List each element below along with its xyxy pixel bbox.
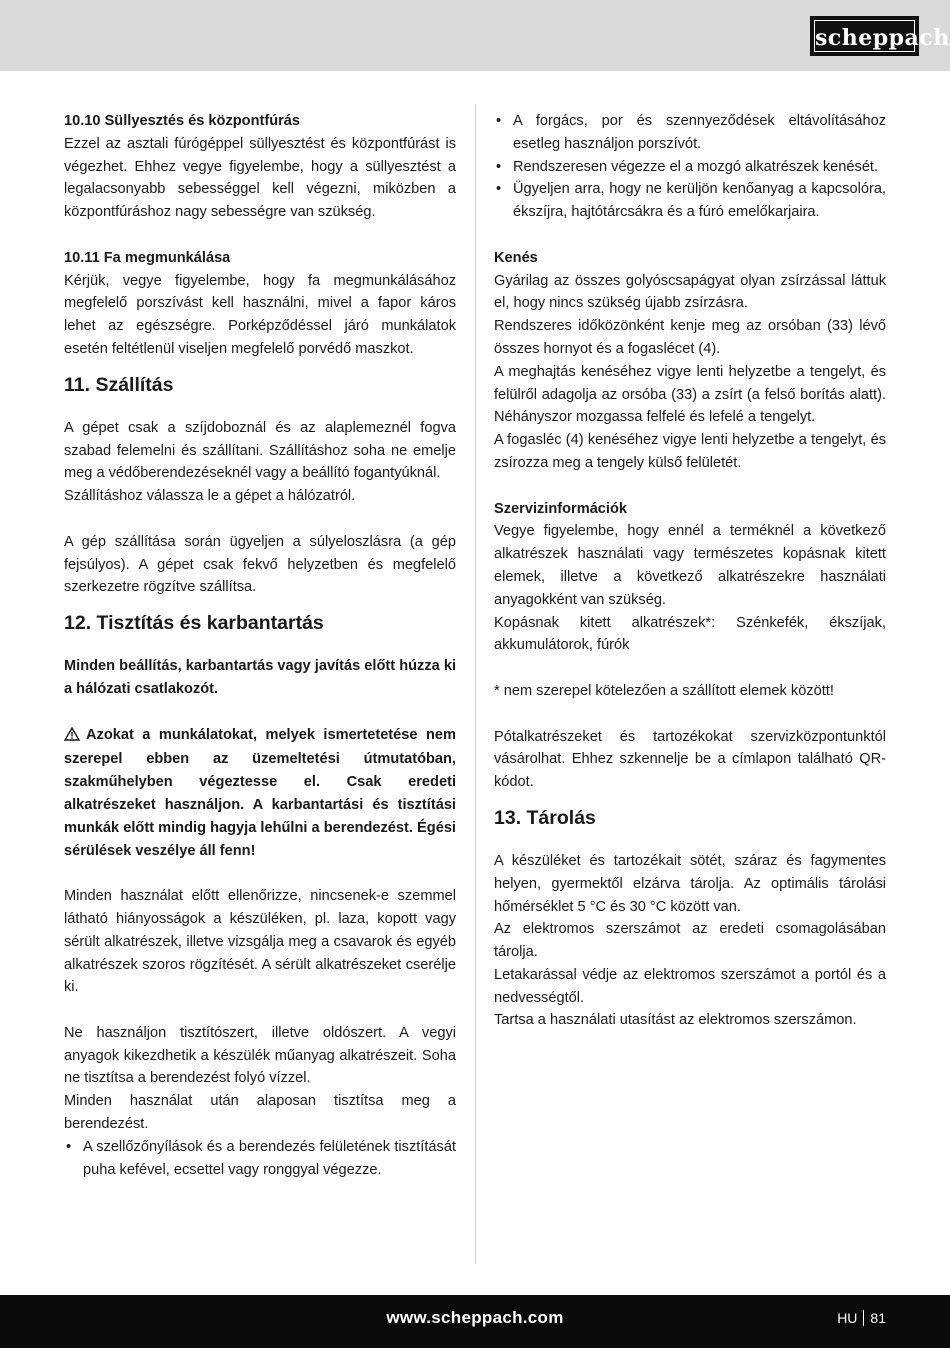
lubrication-para-1: Gyárilag az összes golyóscsapágyat olyan zsírzással láttuk el, hogy nincs szükség újabb zsírzásra.	[494, 272, 886, 312]
cleaning-bullets	[494, 110, 886, 224]
logo-text: scheppach	[814, 20, 915, 52]
warning-triangle-icon	[64, 726, 80, 749]
section-12-heading: 12. Tisztítás és karbantartás	[64, 612, 324, 635]
language-code: HU	[837, 1310, 858, 1326]
section-13-para-1: A készüléket és tartozékait sötét, száraz és fagymentes helyen, gyermektől elzárva tárolja. Az optimális tárolási hőmérséklet 5 °C és 30 °C között van.	[494, 852, 886, 915]
lubrication-para-4: A fogasléc (4) kenéséhez vigye lenti helyzetbe a tengelyt, és zsírozza meg a tengely külső felületét.	[494, 432, 886, 471]
list-item: • Rendszeresen végezze el a mozgó alkatrészek kenését.	[496, 158, 879, 175]
list-item: • A forgács, por és szennyeződések eltávolításához esetleg használjon porszívót.	[496, 113, 886, 152]
warning-text: Azokat a munkálatokat, melyek ismertetetése nem szerepel ebben az üzemeltetési útmutatóban, szakműhelyben végeztesse el. Csak eredeti alkatrészeket használjon. A karbantartási és tisztítási munkák előtt mindig hagyja lehűlni a berendezést. Égési sérülések veszélye áll fenn!	[64, 726, 456, 859]
service-info-para-1: Vegye figyelembe, hogy ennél a terméknél a következő alkatrészek használati vagy természetes kopásnak kitett elemek, illetve a következő alkatrészekre használati anyagokként van szükség.	[494, 523, 886, 608]
service-info-title: Szervizinformációk	[494, 500, 628, 517]
header-bar	[0, 0, 950, 71]
section-13-para-2: Az elektromos szerszámot az eredeti csomagolásában tárolja.	[494, 921, 886, 961]
section-10-10-title: 10.10 Süllyesztés és központfúrás	[64, 113, 301, 129]
section-13-para-3: Letakarással védje az elektromos szerszámot a portól és a nedvességtől.	[494, 966, 886, 1006]
service-info-para-2: Kopásnak kitett alkatrészek*: Szénkefék, ékszíjak, akkumulátorok, fúrók	[494, 614, 886, 654]
list-item: • Ügyeljen arra, hogy ne kerüljön kenőanyag a kapcsolóra, ékszíjra, hajtótárcsákra és a fúró emelőkarjaira.	[496, 181, 886, 221]
section-10-11-text: Kérjük, vegye figyelembe, hogy fa megmunkálásához megfelelő porszívást kell használni, mivel a fapor káros lehet az egészségre. Porképződéssel járó munkálatok esetén feltétlenül viseljen megfelelő porvédő maszkot.	[64, 272, 456, 357]
section-12-para-3: Minden használat után alaposan tisztítsa meg a berendezést.	[64, 1093, 456, 1133]
section-11-para-2: Szállításhoz válassza le a gépet a hálózatról.	[64, 488, 356, 505]
footer-bar	[0, 1295, 950, 1348]
service-info-para-3: Pótalkatrészeket és tartozékokat szervizközpontunktól vásárolhat. Ehhez szkennelje be a címlapon található QR-kódot.	[494, 728, 886, 791]
section-12-para-1: Minden használat előtt ellenőrizze, nincsenek-e szemmel látható hiányosságok a készüléken, pl. laza, kopott vagy sérült alkatrészek, illetve vizsgálja meg a csavarok és egyéb alkatrészek szoros rögzítését. A sérült alkatrészeket cserélje ki.	[64, 888, 456, 996]
section-12-warning	[64, 724, 456, 863]
scheppach-logo	[810, 16, 950, 56]
left-column	[64, 110, 456, 1181]
section-10-11-title: 10.11 Fa megmunkálása	[64, 249, 231, 266]
page-indicator	[837, 1310, 886, 1326]
column-divider	[475, 104, 476, 1264]
section-10-10-text: Ezzel az asztali fúrógéppel süllyesztést és központfúrást is végezhet. Ehhez vegye figyelembe, hogy a süllyesztést a legalacsonyabb sebességgel kell végezni, miközben a központfúráshoz nagy sebességre van szükség.	[64, 135, 456, 221]
section-12-para-2: Ne használjon tisztítószert, illetve oldószert. A vegyi anyagok kikezdhetik a készülék műanyag alkatrészeit. Soha ne tisztítsa a berendezést folyó vízzel.	[64, 1024, 456, 1087]
section-13-para-4: Tartsa a használati utasítást az elektromos szerszámon.	[494, 1012, 857, 1029]
section-13-heading: 13. Tárolás	[494, 806, 596, 829]
service-info-note: * nem szerepel kötelezően a szállított elemek között!	[494, 682, 834, 699]
list-item: • A szellőzőnyílások és a berendezés felületének tisztítását puha kefével, ecsettel vagy ronggyal végezze.	[66, 1138, 456, 1178]
section-11-para-3: A gép szállítása során ügyeljen a súlyeloszlásra (a gép fejsúlyos). A gépet csak fekvő helyzetben és megfelelő szerkezetre rögzítve szállítsa.	[64, 533, 456, 596]
section-11-para-1: A gépet csak a szíjdoboznál és az alaplemeznél fogva szabad felemelni és szállítani. Szállításhoz soha ne emelje meg a védőberendezéseknél vagy a beállító fogantyúknál.	[64, 419, 456, 482]
section-12-bullets	[64, 1136, 456, 1182]
lubrication-para-3: A meghajtás kenéséhez vigye lenti helyzetbe a tengelyt, és felülről adagolja az orsóba (33) a zsírt (a felső borítás alatt). Néhányszor mozgassa felfelé és lefelé a tengelyt.	[494, 363, 886, 426]
right-column	[494, 110, 886, 1032]
page-number: 81	[870, 1310, 886, 1326]
lubrication-para-2: Rendszeres időközönként kenje meg az orsóban (33) lévő összes hornyot és a fogaslécet (4).	[494, 318, 886, 357]
section-12-unplug-notice: Minden beállítás, karbantartás vagy javítás előtt húzza ki a hálózati csatlakozót.	[64, 658, 456, 697]
section-11-heading: 11. Szállítás	[64, 373, 174, 396]
lubrication-title: Kenés	[494, 249, 538, 266]
website-link[interactable]: www.scheppach.com	[386, 1308, 564, 1327]
